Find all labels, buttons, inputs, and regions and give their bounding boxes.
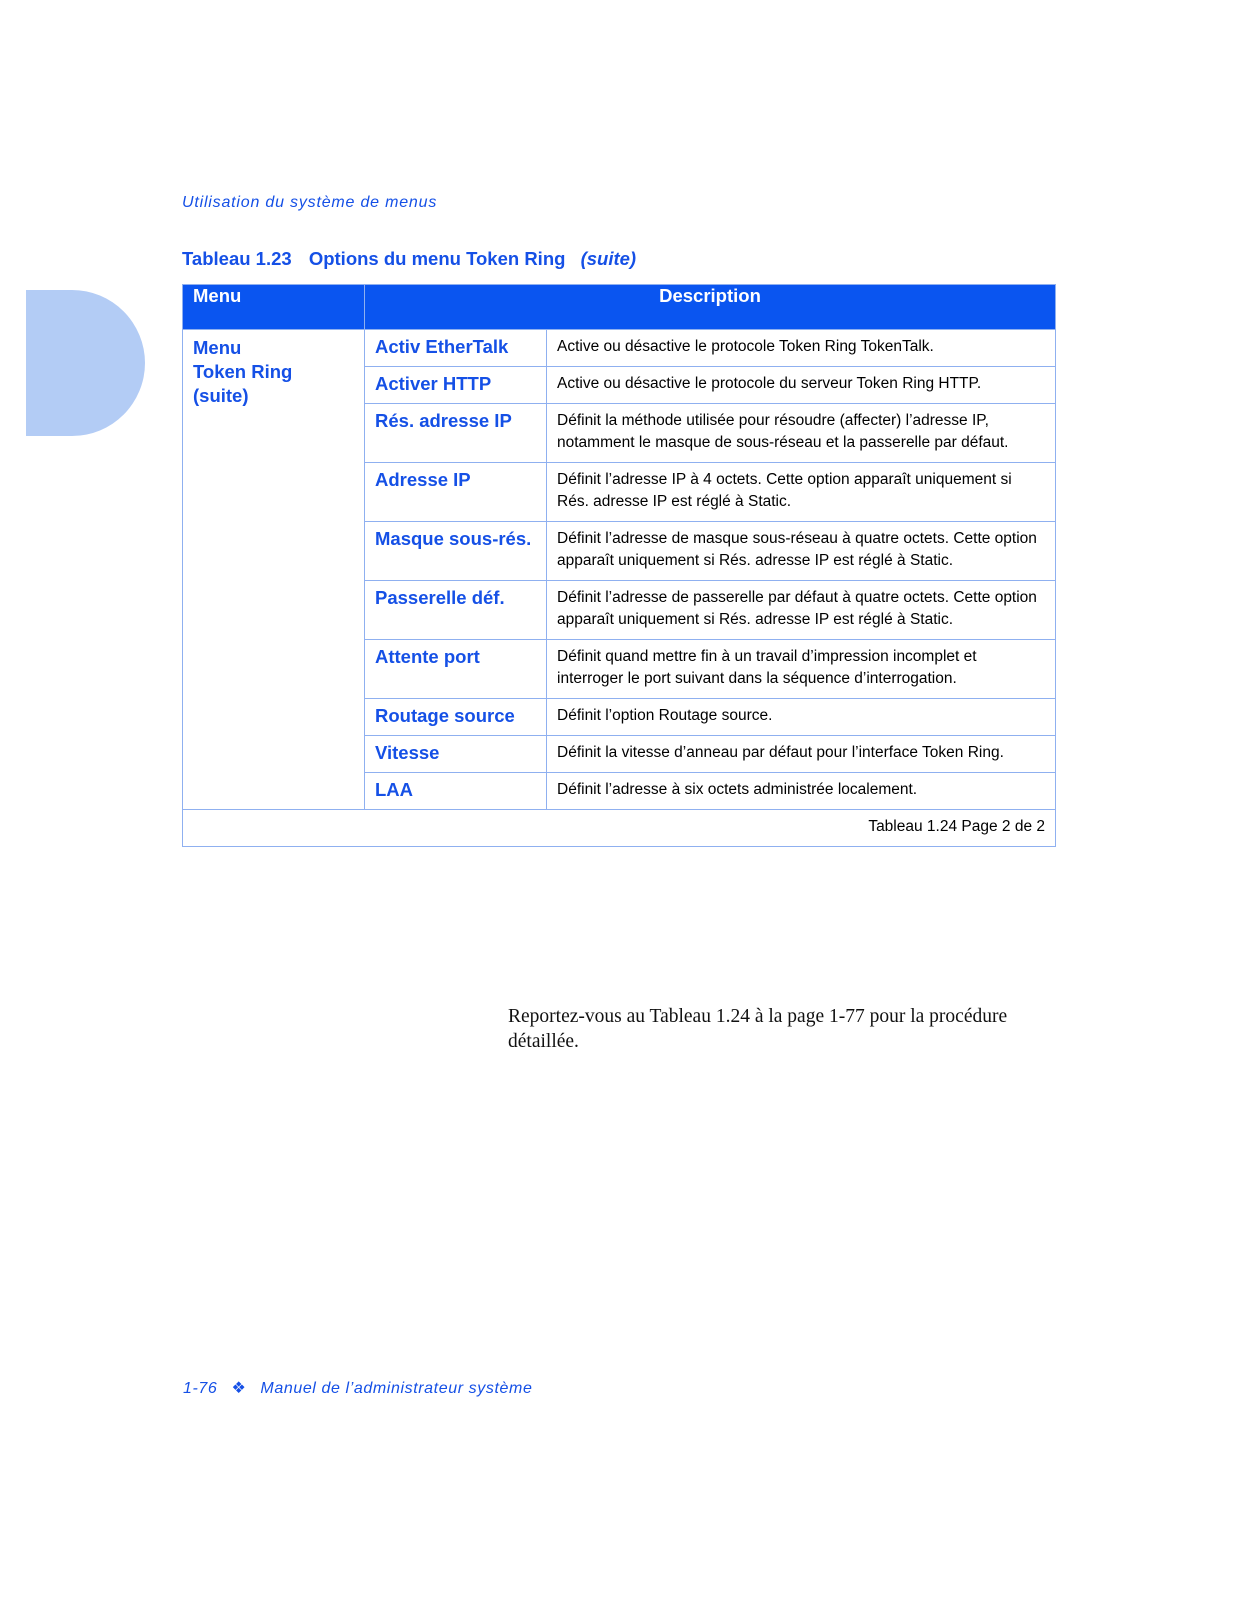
option-name: Passerelle déf. — [365, 581, 547, 640]
menu-name-line: (suite) — [193, 385, 249, 406]
menu-name-line: Token Ring — [193, 361, 293, 382]
body-paragraph: Reportez-vous au Tableau 1.24 à la page 1-77 pour la procédure détaillée. — [508, 1006, 1008, 1052]
option-description: Définit l’adresse à six octets administrée localement. — [547, 773, 1056, 810]
table-header-row — [183, 285, 1056, 330]
option-description: Active ou désactive le protocole du serveur Token Ring HTTP. — [547, 367, 1056, 404]
chapter-tab-marker — [26, 290, 145, 436]
menu-name-line: Menu — [193, 337, 242, 358]
option-name: Rés. adresse IP — [365, 404, 547, 463]
option-name: LAA — [365, 773, 547, 810]
option-description: Active ou désactive le protocole Token Ring TokenTalk. — [547, 330, 1056, 367]
option-name: Vitesse — [365, 736, 547, 773]
table-title — [182, 248, 636, 270]
option-name: Routage source — [365, 699, 547, 736]
page-footer — [183, 1378, 532, 1398]
options-table — [182, 284, 1056, 847]
option-description: Définit l’adresse IP à 4 octets. Cette option apparaît uniquement si Rés. adresse IP est réglé à Static. — [547, 463, 1056, 522]
option-description: Définit l’adresse de masque sous-réseau à quatre octets. Cette option apparaît uniquement si Rés. adresse IP est réglé à Static. — [547, 522, 1056, 581]
table-title-text: Options du menu Token Ring — [308, 248, 566, 269]
table-number: Tableau 1.23 — [182, 248, 292, 269]
running-header: Utilisation du système de menus — [182, 194, 438, 211]
option-description: Définit la méthode utilisée pour résoudre (affecter) l’adresse IP, notamment le masque de sous-réseau et la passerelle par défaut. — [547, 404, 1056, 463]
table-title-suffix: (suite) — [580, 248, 637, 269]
table-continuation-note: Tableau 1.24 Page 2 de 2 — [183, 810, 1056, 847]
option-description: Définit la vitesse d’anneau par défaut pour l’interface Token Ring. — [547, 736, 1056, 773]
option-name: Masque sous-rés. — [365, 522, 547, 581]
menu-name-cell — [183, 330, 365, 810]
diamond-separator-icon: ❖ — [231, 1380, 247, 1397]
page-number: 1-76 — [183, 1380, 218, 1397]
option-name: Adresse IP — [365, 463, 547, 522]
option-name: Activer HTTP — [365, 367, 547, 404]
option-description: Définit l’option Routage source. — [547, 699, 1056, 736]
option-name: Attente port — [365, 640, 547, 699]
option-description: Définit l’adresse de passerelle par défaut à quatre octets. Cette option apparaît uniquement si Rés. adresse IP est réglé à Static. — [547, 581, 1056, 640]
menu-column-header: Menu — [183, 285, 365, 330]
option-name: Activ EtherTalk — [365, 330, 547, 367]
option-description: Définit quand mettre fin à un travail d’impression incomplet et interroger le port suivant dans la séquence d’interrogation. — [547, 640, 1056, 699]
table-footer-row — [183, 810, 1056, 847]
table-row — [183, 330, 1056, 367]
description-column-header: Description — [365, 285, 1056, 330]
manual-title: Manuel de l’administrateur système — [260, 1380, 533, 1397]
